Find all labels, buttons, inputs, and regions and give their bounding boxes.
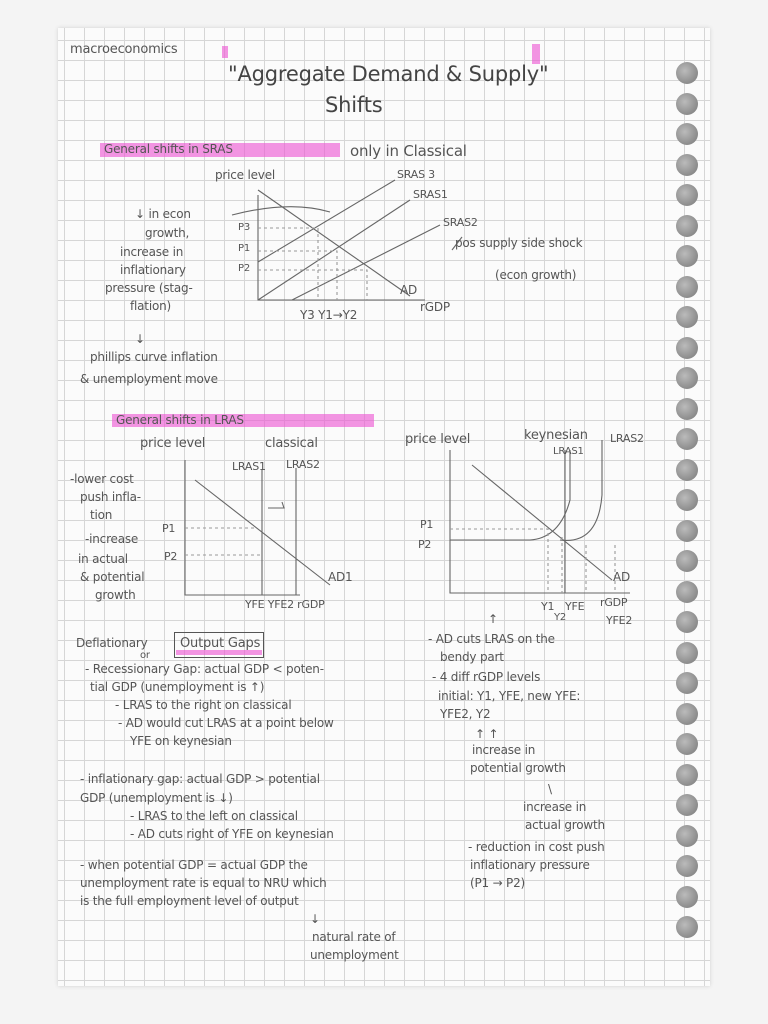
output-labels: Y3 Y1→Y2	[300, 308, 358, 322]
y-axis-label: price level	[215, 168, 276, 182]
note-line: inflationary	[120, 263, 186, 277]
output-label: YFE2	[606, 614, 633, 627]
ad-line	[472, 465, 612, 580]
note-line: growth	[95, 588, 136, 602]
note-line: - LRAS to the right on classical	[115, 698, 292, 712]
note-line: ↓	[135, 332, 145, 346]
shock-note: pos supply side shock	[455, 236, 583, 250]
curve-label: AD1	[328, 570, 353, 584]
output-gaps-heading: Output Gaps	[180, 636, 261, 651]
note-line: -increase	[85, 532, 139, 546]
note-line: ↑ ↑	[475, 727, 499, 741]
y-axis-label: price level	[140, 436, 206, 451]
note-line: initial: Y1, YFE, new YFE:	[438, 689, 581, 703]
note-line: ↑	[488, 612, 498, 626]
curve-label: LRAS1	[232, 460, 266, 473]
note-line: GDP (unemployment is ↓)	[80, 791, 233, 805]
arrow	[268, 502, 284, 508]
note-line: - AD cuts LRAS on the	[428, 632, 555, 646]
note-line: or	[140, 650, 150, 661]
sras-heading: General shifts in SRAS	[104, 142, 233, 156]
note-line: unemployment	[310, 948, 399, 962]
note-line: -lower cost	[70, 472, 134, 486]
classical-graph	[185, 460, 330, 595]
price-label: P3	[238, 222, 250, 233]
note-line: push infla-	[80, 490, 141, 504]
curve-label: LRAS2	[286, 458, 320, 471]
curve-label: LRAS1	[553, 446, 584, 457]
price-label: P1	[420, 518, 434, 531]
sras3-line	[258, 180, 395, 262]
note-line: natural rate of	[312, 930, 396, 944]
lras-heading: General shifts in LRAS	[116, 413, 244, 427]
note-line: is the full employment level of output	[80, 894, 299, 908]
note-line: - when potential GDP = actual GDP the	[80, 858, 308, 872]
sras-note: only in Classical	[350, 142, 467, 160]
note-line: - AD cuts right of YFE on keynesian	[130, 827, 334, 841]
y-axis-label: price level	[405, 432, 471, 447]
ad-line	[258, 190, 410, 296]
sras1-line	[258, 200, 410, 300]
note-line: ↓	[310, 912, 320, 926]
output-label: YFE	[565, 600, 585, 613]
output-label: Y2	[554, 612, 567, 623]
curve-label: SRAS 3	[397, 168, 435, 181]
output-labels: YFE YFE2 rGDP	[245, 598, 325, 611]
price-label: P1	[238, 243, 250, 254]
note-line: - AD would cut LRAS at a point below	[118, 716, 334, 730]
note-line: \	[548, 782, 552, 796]
keynesian-graph	[450, 440, 630, 593]
axes	[185, 460, 300, 595]
note-line: & unemployment move	[80, 372, 218, 386]
arrow-curve	[232, 207, 330, 215]
note-line: YFE on keynesian	[130, 734, 232, 748]
note-line: YFE2, Y2	[440, 707, 491, 721]
note-line: phillips curve inflation	[90, 350, 218, 364]
note-line: Deflationary	[76, 636, 148, 650]
note-line: bendy part	[440, 650, 504, 664]
output-label: Y1	[541, 600, 555, 613]
note-line: - LRAS to the left on classical	[130, 809, 298, 823]
x-axis-label: rGDP	[600, 596, 628, 609]
shock-note: (econ growth)	[495, 268, 577, 282]
note-line: - inflationary gap: actual GDP > potential	[80, 772, 320, 786]
curve-label: SRAS2	[443, 216, 478, 229]
lras-lines	[262, 468, 296, 595]
note-line: potential growth	[470, 761, 566, 775]
price-label: P2	[164, 550, 178, 563]
note-line: in actual	[78, 552, 128, 566]
note-line: increase in	[523, 800, 587, 814]
note-line: pressure (stag-	[105, 281, 193, 295]
note-line: unemployment rate is equal to NRU which	[80, 876, 327, 890]
subject-label: macroeconomics	[70, 42, 178, 57]
note-line: tial GDP (unemployment is ↑)	[90, 680, 265, 694]
price-label: P2	[418, 538, 432, 551]
note-line: & potential	[80, 570, 145, 584]
lras1-curve	[450, 450, 570, 540]
curve-label: SRAS1	[413, 188, 448, 201]
graph-title: classical	[265, 436, 318, 451]
page-subtitle: Shifts	[325, 93, 383, 117]
note-line: ↓ in econ	[135, 207, 191, 221]
curve-label: AD	[613, 570, 631, 584]
note-line: flation)	[130, 299, 171, 313]
graph-title: keynesian	[524, 428, 588, 443]
note-line: increase in	[472, 743, 536, 757]
note-line: - 4 diff rGDP levels	[432, 670, 541, 684]
x-axis-label: rGDP	[420, 300, 450, 314]
note-line: increase in	[120, 245, 184, 259]
curve-label: AD	[400, 283, 418, 297]
note-line: growth,	[145, 226, 190, 240]
note-line: - reduction in cost push	[468, 840, 605, 854]
price-label: P1	[162, 522, 176, 535]
note-line: actual growth	[525, 818, 605, 832]
note-line: inflationary pressure	[470, 858, 590, 872]
note-line: (P1 → P2)	[470, 876, 525, 890]
curve-label: LRAS2	[610, 432, 644, 445]
price-label: P2	[238, 263, 250, 274]
page-title: "Aggregate Demand & Supply"	[228, 62, 549, 86]
note-line: - Recessionary Gap: actual GDP < poten-	[85, 662, 324, 676]
note-line: tion	[90, 508, 113, 522]
